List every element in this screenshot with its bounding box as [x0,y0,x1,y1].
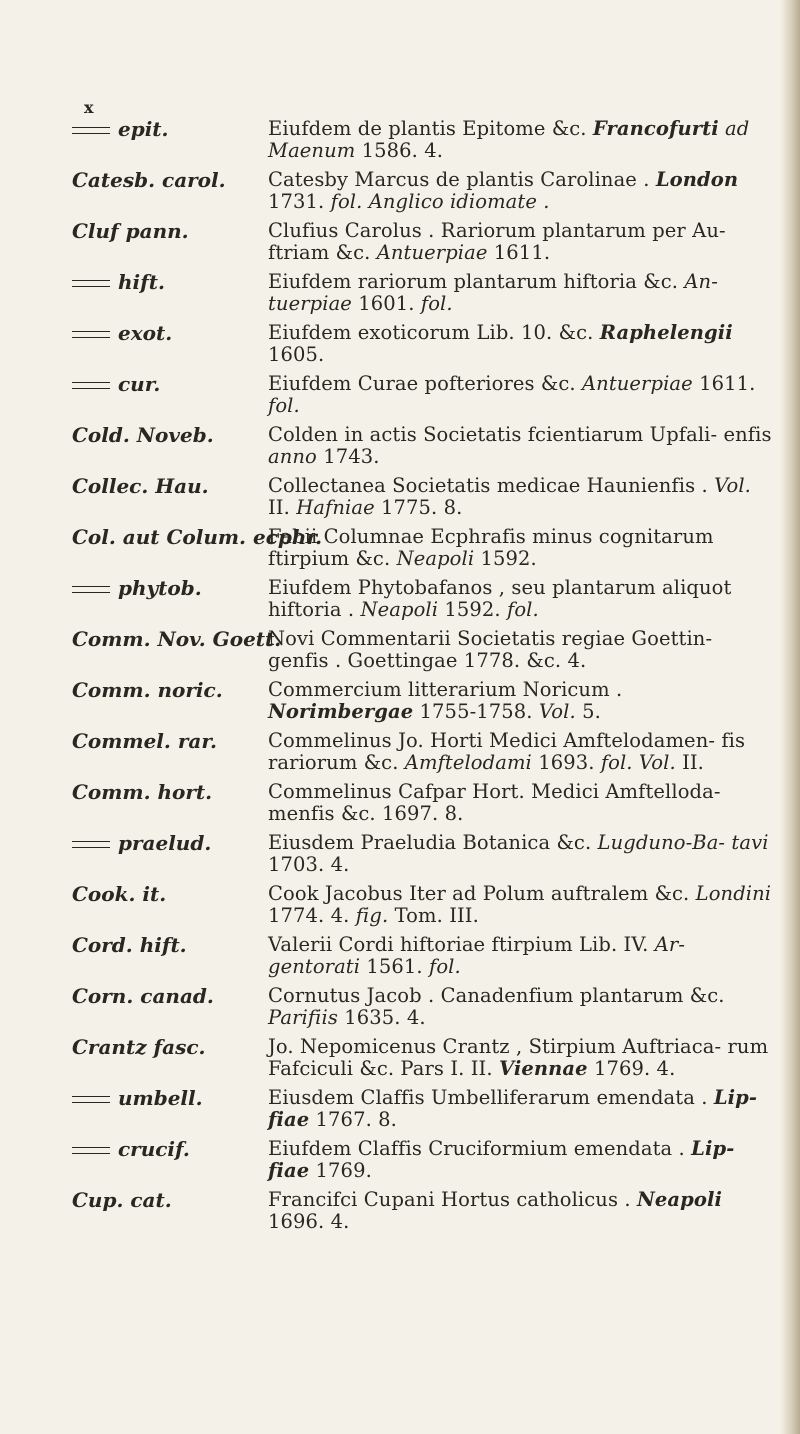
reference-segment: 1743. [316,445,380,468]
abbreviation-text: Cook. it. [72,882,167,906]
entry-reference [268,322,772,366]
entry-reference [268,373,772,417]
bibliography-entry [72,1138,772,1182]
abbreviation-text: Col. aut Colum. ecphr. [72,525,323,549]
entry-reference [268,679,772,723]
bibliography-entry [72,985,772,1029]
reference-segment: 1611. [692,372,756,395]
entry-reference [268,169,772,213]
reference-segment: 1693. [531,751,601,774]
reference-segment: Neapoli [396,547,475,570]
bibliography-entry [72,934,772,978]
reference-segment: 1611. [487,241,551,264]
entry-reference [268,577,772,621]
abbreviation-text: crucif. [118,1137,190,1161]
reference-segment: fol. [268,394,300,417]
bibliography-entry [72,322,772,366]
bibliography-entry [72,220,772,264]
reference-segment: 1696. 4. [268,1210,350,1233]
reference-segment: Amftelodami [404,751,532,774]
entry-reference [268,1036,772,1080]
bibliography-entry [72,118,772,162]
reference-segment: fol. Anglico idiomate . [330,190,550,213]
ditto-dash [72,586,110,593]
entry-reference [268,985,772,1029]
entry-abbreviation [72,525,323,570]
bibliography-entry [72,781,772,825]
reference-segment: 1774. 4. [268,904,356,927]
reference-segment: London [655,168,739,191]
reference-segment: Eiufdem Curae pofteriores &c. [268,372,582,395]
reference-segment: Francifci Cupani Hortus catholicus . [268,1188,637,1211]
reference-segment: Ar- gentorati [268,933,686,978]
entry-abbreviation [72,883,268,927]
bibliography-entry [72,1087,772,1131]
bibliography-entry [72,1189,772,1233]
reference-segment: Cook Jacobus Iter ad Polum auftralem &c. [268,882,696,905]
reference-segment: Colden in actis Societatis fcientiarum Upfali- enfis [268,423,772,446]
entry-abbreviation [72,1036,268,1080]
entry-reference [268,883,772,927]
bibliography-entry [72,730,772,774]
bibliography-entry [72,832,772,876]
reference-segment: Londini [695,882,772,905]
entry-abbreviation [72,271,268,315]
reference-segment: Antuerpiae [581,372,693,395]
entry-reference [268,271,772,315]
reference-segment: fol. [507,598,539,621]
abbreviation-text: umbell. [118,1086,203,1110]
reference-segment: Raphelengii [599,321,733,344]
entry-abbreviation [72,985,268,1029]
entry-abbreviation [72,373,268,417]
abbreviation-text: hift. [118,270,165,294]
page-number: x [84,98,94,117]
bibliography-entry [72,475,772,519]
abbreviation-text: Corn. canad. [72,984,214,1008]
entry-reference [268,526,772,570]
reference-segment: Fabii Columnae Ecphrafis minus cognitarum ftirpium &c. [268,525,714,570]
entry-abbreviation [72,1189,268,1233]
reference-segment: 1586. 4. [355,139,444,162]
reference-segment: II. [675,751,704,774]
reference-segment: 1605. [268,343,325,366]
abbreviation-text: exot. [118,321,173,345]
entry-abbreviation [72,118,268,162]
reference-segment: ad Maenum [268,117,750,162]
ditto-dash [72,1147,110,1154]
reference-segment: Neapoli [360,598,439,621]
reference-segment: An- tuerpiae [268,270,718,315]
entry-abbreviation [72,627,282,672]
entry-abbreviation [72,679,268,723]
entry-reference [268,1189,772,1233]
bibliography-entry [72,679,772,723]
entry-abbreviation [72,1138,268,1182]
bibliography-entry [72,424,772,468]
bibliography-entry [72,1036,772,1080]
bibliography-entry [72,628,772,672]
abbreviation-text: Cup. cat. [72,1188,172,1212]
abbreviation-text: Cluf pann. [72,219,189,243]
entry-reference [268,781,772,825]
reference-segment: Parifiis [268,1006,338,1029]
reference-segment: fol. Vol. [600,751,676,774]
bibliography-entry [72,271,772,315]
reference-segment: Eiufdem rariorum plantarum hiftoria &c. [268,270,685,293]
ditto-dash [72,280,110,287]
reference-segment: Cornutus Jacob . Canadenfium plantarum &c. [268,984,725,1007]
reference-segment: 1731. [268,190,331,213]
reference-segment: Valerii Cordi hiftoriae ftirpium Lib. IV. [268,933,655,956]
reference-segment: Lugduno-Ba- tavi [597,831,769,854]
reference-segment: Commercium litterarium Noricum . [268,678,623,701]
reference-segment: anno [268,445,317,468]
abbreviation-text: Comm. Nov. Goett. [72,627,282,651]
ditto-dash [72,1096,110,1103]
reference-segment: 1592. [474,547,537,570]
reference-segment: Vol. [538,700,576,723]
reference-segment: Commelinus Jo. Horti Medici Amftelodamen- fis rariorum &c. [268,729,746,774]
reference-segment: Viennae [498,1057,588,1080]
reference-segment: Neapoli [636,1188,722,1211]
entry-abbreviation [72,169,268,213]
reference-segment: 1755-1758. [413,700,539,723]
ditto-dash [72,331,110,338]
entry-abbreviation [72,1087,268,1131]
reference-segment: 1769. [309,1159,372,1182]
reference-segment: Collectanea Societatis medicae Haunienfis . [268,474,715,497]
reference-segment: 1769. 4. [587,1057,676,1080]
reference-segment: fol. [429,955,461,978]
entry-reference [268,118,772,162]
reference-segment: Eiufdem Phytobafanos , seu plantarum aliquot hiftoria . [268,576,732,621]
ditto-dash [72,841,110,848]
reference-segment: Eiufdem de plantis Epitome &c. [268,117,593,140]
reference-segment: Clufius Carolus . Rariorum plantarum per Au- ftriam &c. [268,219,726,264]
abbreviation-text: Cold. Noveb. [72,423,214,447]
reference-segment: Novi Commentarii Societatis regiae Goettin- genfis . Goettingae 1778. &c. 4. [268,627,713,672]
bibliography-entry [72,373,772,417]
reference-segment: Antuerpiae [376,241,488,264]
reference-segment: Commelinus Cafpar Hort. Medici Amftelloda- menfis &c. 1697. 8. [268,780,721,825]
entry-abbreviation [72,781,268,825]
reference-segment: Eiufdem Claffis Cruciformium emendata . [268,1137,692,1160]
entry-reference [268,424,772,468]
reference-segment: 5. [575,700,601,723]
reference-segment: 1561. [360,955,429,978]
abbreviation-text: Comm. hort. [72,780,213,804]
bibliography-entry [72,577,772,621]
page-edge [780,0,800,1434]
entry-abbreviation [72,475,268,519]
reference-segment: Lip- fiae [268,1137,735,1182]
abbreviation-text: Cord. hift. [72,933,187,957]
entry-reference [268,934,772,978]
ditto-dash [72,382,110,389]
reference-segment: Eiufdem exoticorum Lib. 10. &c. [268,321,600,344]
reference-segment: fig. [355,904,389,927]
entry-abbreviation [72,832,268,876]
reference-segment: 1703. 4. [268,853,350,876]
abbreviation-text: praelud. [118,831,212,855]
entry-abbreviation [72,322,268,366]
reference-segment: Jo. Nepomicenus Crantz , Stirpium Auftriaca- rum Fafciculi &c. Pars I. II. [268,1035,769,1080]
reference-segment: Norimbergae [268,700,414,723]
reference-segment: II. [268,496,297,519]
entry-reference [268,832,772,876]
entry-reference [268,220,772,264]
abbreviation-text: cur. [118,372,161,396]
entry-abbreviation [72,730,268,774]
entry-abbreviation [72,220,268,264]
reference-segment: 1767. 8. [309,1108,397,1131]
entry-abbreviation [72,577,268,621]
entry-reference [268,1087,772,1131]
reference-segment: Hafniae [296,496,375,519]
reference-segment: 1601. [351,292,421,315]
bibliography-entry [72,883,772,927]
abbreviation-text: epit. [118,117,169,141]
reference-segment: Lip- fiae [268,1086,758,1131]
entry-abbreviation [72,424,268,468]
reference-segment: Tom. III. [388,904,479,927]
abbreviation-text: Catesb. carol. [72,168,226,192]
abbreviation-text: phytob. [118,576,202,600]
entry-reference [268,730,772,774]
abbreviation-text: Collec. Hau. [72,474,209,498]
entry-reference [268,628,772,672]
reference-segment: Francofurti [592,117,719,140]
entry-reference [268,1138,772,1182]
bibliography-entry [72,169,772,213]
entry-reference [268,475,772,519]
reference-segment: Eiusdem Praeludia Botanica &c. [268,831,598,854]
bibliography-list [72,118,772,1240]
reference-segment: fol. [420,292,453,315]
reference-segment: 1775. 8. [374,496,463,519]
reference-segment: Eiusdem Claffis Umbelliferarum emendata . [268,1086,714,1109]
bibliography-entry [72,526,772,570]
abbreviation-text: Crantz fasc. [72,1035,206,1059]
reference-segment: Vol. [714,474,751,497]
reference-segment: 1592. [438,598,508,621]
ditto-dash [72,127,110,134]
entry-abbreviation [72,934,268,978]
abbreviation-text: Commel. rar. [72,729,217,753]
reference-segment: 1635. 4. [337,1006,426,1029]
abbreviation-text: Comm. noric. [72,678,223,702]
reference-segment: Catesby Marcus de plantis Carolinae . [268,168,656,191]
